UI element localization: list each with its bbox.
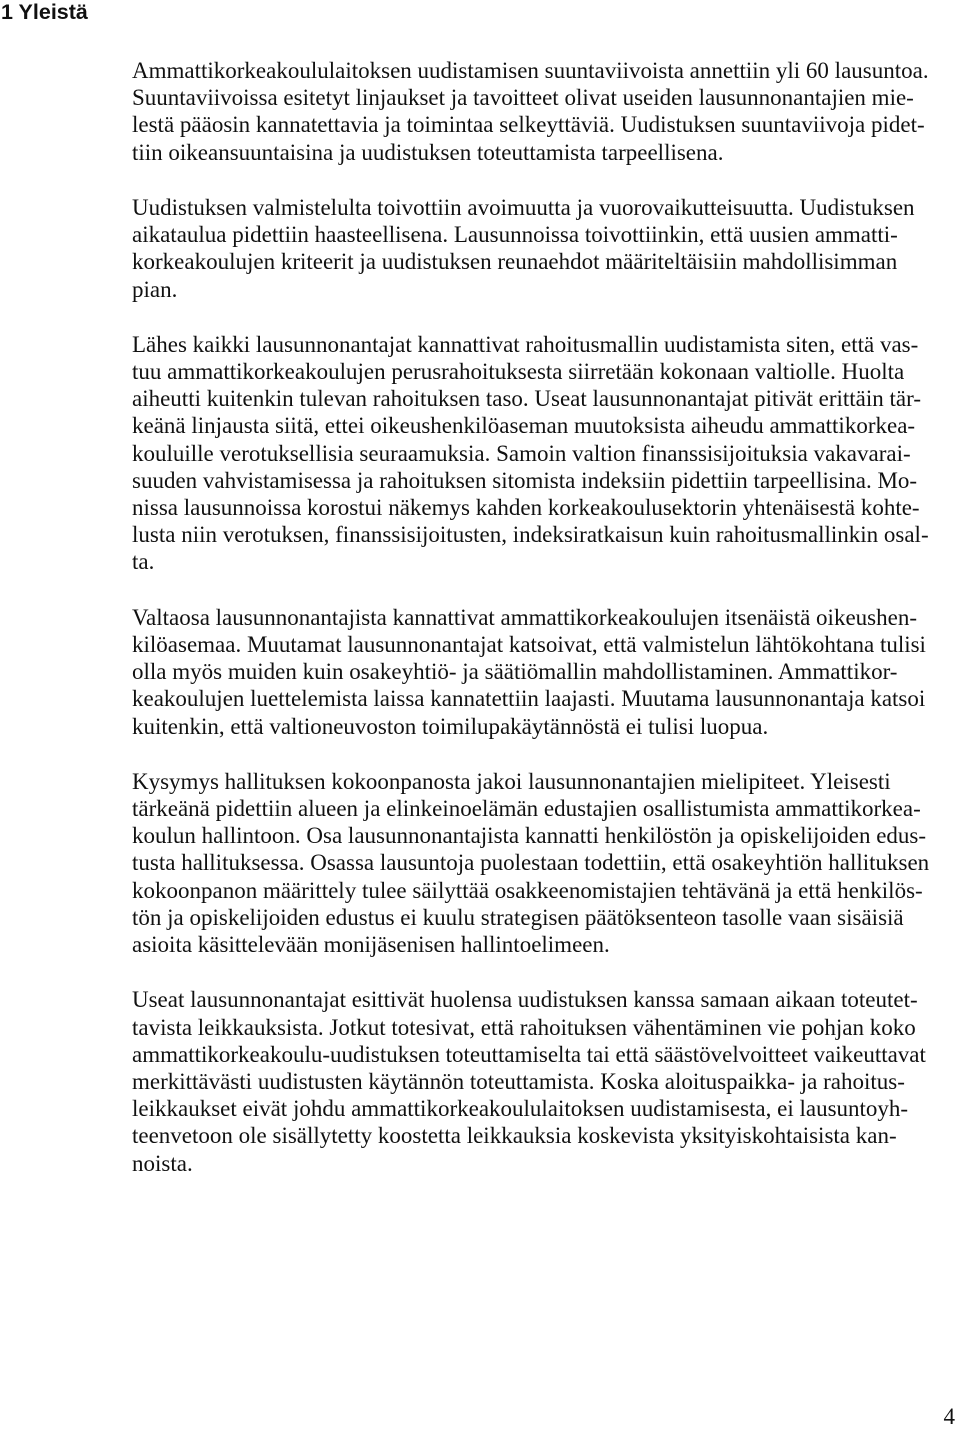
text-line: korkeakoulujen kriteerit ja uudistuksen reunaehdot määriteltäisiin mahdollisimman [132,249,898,275]
text-line: teenvetoon ole sisällytetty koostetta leikkauksia koskevista yksityiskohtaisista kan- [132,1123,897,1149]
text-line: Suuntaviivoissa esitetyt linjaukset ja tavoitteet olivat useiden lausunnonantajien mie- [132,85,914,111]
text-line: tusta hallituksessa. Osassa lausuntoja puolestaan todettiin, että osakeyhtiön hallituksen [132,850,930,876]
paragraph [132,604,955,740]
text-line: asioita käsittelevään monijäsenisen hallintoelimeen. [132,932,610,957]
paragraph [132,986,955,1176]
text-line: Lähes kaikki lausunnonantajat kannattivat rahoitusmallin uudistamista siten, että vas- [132,331,919,357]
text-line: keakoulujen luettelemista laissa kannatettiin laajasti. Muutama lausunnonantaja katsoi [132,686,926,712]
text-line: aikataulua pidettiin haasteellisena. Lausunnoissa toivottiinkin, että uusien ammatti- [132,222,898,248]
text-line: keänä linjausta siitä, ettei oikeushenkilöaseman muutoksista aiheudu ammattikorkea- [132,413,916,439]
text-line: Valtaosa lausunnonantajista kannattivat ammattikorkeakoulujen itsenäistä oikeushen- [132,604,917,630]
text-line: nissa lausunnoissa korostui näkemys kahden korkeakoulusektorin yhtenäisestä kohte- [132,495,920,520]
text-line: Kysymys hallituksen kokoonpanosta jakoi lausunnonantajien mielipiteet. Yleisesti [132,768,891,794]
text-line: tavista leikkauksista. Jotkut totesivat, että rahoituksen vähentäminen vie pohjan koko [132,1014,916,1040]
text-line: pian. [132,276,178,302]
text-line: kilöasemaa. Muutamat lausunnonantajat katsoivat, että valmistelun lähtökohtana tulisi [132,631,926,657]
text-line: kouluille verotuksellisia seuraamuksia. Samoin valtion finanssisijoituksia vakavarai- [132,440,911,466]
text-line: tuu ammattikorkeakoulujen perusrahoituksesta siirretään kokonaan valtiolle. Huolta [132,359,905,385]
text-line: kokoonpanon määrittely tulee säilyttää osakkeenomistajien tehtävänä ja että henkilös- [132,877,923,903]
paragraph [132,768,955,958]
text-line: tärkeänä pidettiin alueen ja elinkeinoelämän edustajien osallistumista ammattikorkea- [132,796,921,822]
text-line: tön ja opiskelijoiden edustus ei kuulu strategisen päätöksenteon tasolle vaan sisäisiä [132,904,904,930]
text-line: koulun hallintoon. Osa lausunnonantajista kannatti henkilöstön ja opiskelijoiden edus- [132,823,927,849]
text-line: Useat lausunnonantajat esittivät huolensa uudistuksen kanssa samaan aikaan toteutet- [132,987,918,1013]
text-line: Uudistuksen valmistelulta toivottiin avoimuutta ja vuorovaikutteisuutta. Uudistuksen [132,194,915,220]
text-line: lestä pääosin kannatettavia ja toimintaa selkeyttäviä. Uudistuksen suuntaviivoja pidet- [132,112,925,138]
section-heading: 1 Yleistä [1,0,88,24]
page-number: 4 [943,1404,955,1429]
text-line: tiin oikeansuuntaisina ja uudistuksen toteuttamista tarpeellisena. [132,139,724,165]
paragraph [132,57,955,166]
paragraph [132,331,955,576]
text-line: ta. [132,549,155,575]
text-line: lusta niin verotuksen, finanssisijoitusten, indeksiratkaisun kuin rahoitusmallinkin osal- [132,522,929,548]
text-line: ammattikorkeakoulu-uudistuksen toteuttamiselta tai että säästövelvoitteet vaikeuttavat [132,1041,926,1067]
text-line: noista. [132,1150,193,1176]
text-line: olla myös muiden kuin osakeyhtiö- ja säätiömallin mahdollistaminen. Ammattikor- [132,659,898,685]
text-line: aiheutti kuitenkin tulevan rahoituksen taso. Useat lausunnonantajat pitivät erittäin tär- [132,386,921,412]
text-line: merkittävästi uudistusten käytännön toteuttamista. Koska aloituspaikka- ja rahoitus- [132,1068,905,1094]
text-line: kuitenkin, että valtioneuvoston toimilupakäytännöstä ei tulisi luopua. [132,713,769,739]
text-line: Ammattikorkeakoululaitoksen uudistamisen suuntaviivoista annettiin yli 60 lausuntoa. [132,58,929,83]
text-line: suuden vahvistamisessa ja rahoituksen sitomista indeksiin pidettiin tarpeellisina. Mo- [132,467,918,493]
paragraph [132,194,955,303]
text-line: leikkaukset eivät johdu ammattikorkeakoululaitoksen uudistamisesta, ei lausuntoyh- [132,1096,909,1122]
document-body [132,57,955,1177]
